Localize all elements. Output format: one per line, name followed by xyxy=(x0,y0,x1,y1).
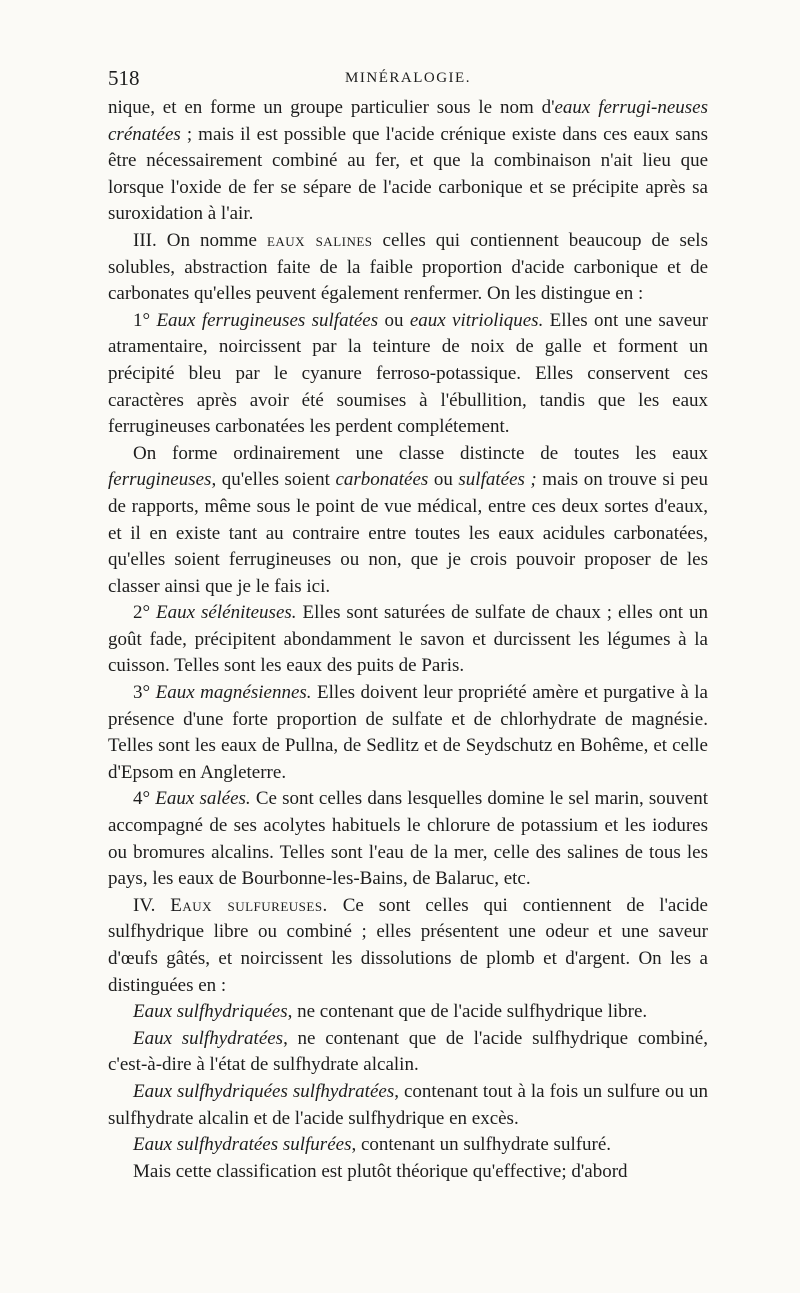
italic-term: Eaux ferrugineuses sulfatées xyxy=(156,309,379,331)
italic-term: Eaux sulfhydriquées xyxy=(133,1001,288,1023)
text-run: , contenant tout à la fois un sulfure ou un sulfhydrate alcalin et de l'acide sulfhydrique en excès. xyxy=(108,1080,708,1129)
text-run: nique, et en forme un groupe particulier sous le nom d' xyxy=(108,97,555,118)
text-run: On forme ordinairement une classe distincte de toutes les eaux xyxy=(133,442,708,464)
italic-term: ferrugineuses xyxy=(108,469,212,491)
text-run: , contenant un sulfhydrate sulfuré. xyxy=(351,1134,612,1156)
text-run: Elles doivent leur propriété amère et purgative à la présence d'une forte proportion de sulfate et de chlorhydrate de magnésie. Telles sont les eaux de Pullna, de Sedlitz et de Seydschutz en Bohême, et celle d'Epsom en Angleterre. xyxy=(108,682,708,783)
text-run: ou xyxy=(428,469,459,491)
text-run: Elles ont une saveur atramentaire, noircissent par la teinture de noix de galle et forment un précipité bleu par le cyanure ferroso-potassique. Elles conservent ces caractères après avoir été soumises à l'ébullition, tandis que les eaux ferrugineuses carbonatées les perdent complétement. xyxy=(108,309,708,438)
text-run: , ne contenant que de l'acide sulfhydrique libre. xyxy=(287,1001,648,1023)
text-run: Elles sont saturées de sulfate de chaux ; elles ont un goût fade, précipitent abondamment le savon et durcissent les légumes à la cuisson. Telles sont les eaux des puits de Paris. xyxy=(108,602,708,677)
paragraph xyxy=(108,600,708,680)
paragraph-section-iii xyxy=(108,228,708,308)
paragraph xyxy=(108,1026,708,1079)
italic-term: Eaux sulfhydriquées sulfhydratées xyxy=(133,1080,395,1102)
text-run: 4° xyxy=(133,788,156,810)
paragraph xyxy=(108,680,708,786)
text-run: Ce sont celles dans lesquelles domine le sel marin, souvent accompagné de ses acolytes habituels le chlorure de potassium et les iodures ou bromures alcalins. Telles sont l'eau de la mer, celle des salines de tous les pays, les eaux de Bourbonne-les-Bains, de Balaruc, etc. xyxy=(108,788,708,890)
italic-term: Eaux sulfhydratées xyxy=(133,1027,284,1049)
paragraph xyxy=(108,95,708,228)
text-run: ; mais il est possible que l'acide crénique existe dans ces eaux sans être nécessairement combiné au fer, et que la combinaison n'ait lieu que lorsque l'oxide de fer se sépare de l'acide carbonique et se précipite après sa suroxidation à l'air. xyxy=(108,123,708,225)
text-run: 3° xyxy=(133,682,156,704)
italic-term: eaux ferrugi-neuses crénatées xyxy=(108,97,708,145)
text-run: celles qui contiennent beaucoup de sels solubles, abstraction faite de la faible proportion d'acide carbonique et de carbonates qu'elles peuvent également renfermer. On les distingue en : xyxy=(108,229,708,305)
text-run: Ce sont celles qui contiennent de l'acide sulfhydrique libre ou combiné ; elles présentent une odeur et une saveur d'œufs gâtés, et noircissent les dissolutions de plomb et d'argent. On les a distinguées en : xyxy=(108,894,708,996)
paragraph-section-iv xyxy=(108,893,708,999)
paragraph xyxy=(108,441,708,601)
paragraph xyxy=(108,308,708,441)
italic-term: eaux vitrioliques. xyxy=(409,309,544,331)
paragraph xyxy=(108,1132,708,1159)
page-number: 518 xyxy=(108,66,140,90)
text-run: IV. xyxy=(133,894,171,916)
paragraph xyxy=(108,1159,708,1186)
italic-term: Eaux sulfhydratées sulfurées xyxy=(133,1134,352,1156)
paragraph xyxy=(108,999,708,1026)
text-run: 2° xyxy=(133,602,157,624)
italic-term: Eaux magnésiennes. xyxy=(155,682,312,704)
paragraph xyxy=(108,786,708,892)
running-head: MINÉRALOGIE. xyxy=(345,70,471,86)
italic-term: carbonatées xyxy=(335,469,429,491)
text-run: , qu'elles soient xyxy=(211,469,336,491)
italic-term: sulfatées ; xyxy=(458,469,537,491)
italic-term: Eaux salées. xyxy=(155,788,251,810)
page-header xyxy=(108,66,708,92)
text-run: 1° xyxy=(133,309,157,331)
text-run: mais on trouve si peu de rapports, même sous le point de vue médical, entre ces deux sortes d'eaux, et il en existe tant au contraire entre toutes les eaux acidules carbonatées, qu'elles soient ferrugineuses ou non, que je crois pouvoir proposer de les classer ainsi que je le fais ici. xyxy=(108,469,708,597)
text-run: Mais cette classification est plutôt théorique qu'effective; d'abord xyxy=(133,1160,628,1182)
section-heading: Eaux sulfureuses. xyxy=(170,894,328,916)
italic-term: Eaux séléniteuses. xyxy=(156,602,297,624)
section-heading: eaux salines xyxy=(266,229,373,251)
text-run: , ne contenant que de l'acide sulfhydrique combiné, c'est-à-dire à l'état de sulfhydrate alcalin. xyxy=(108,1027,708,1076)
paragraph xyxy=(108,1079,708,1132)
body-text xyxy=(108,95,708,1185)
text-run: ou xyxy=(378,309,410,331)
text-run: III. On nomme xyxy=(133,229,267,251)
